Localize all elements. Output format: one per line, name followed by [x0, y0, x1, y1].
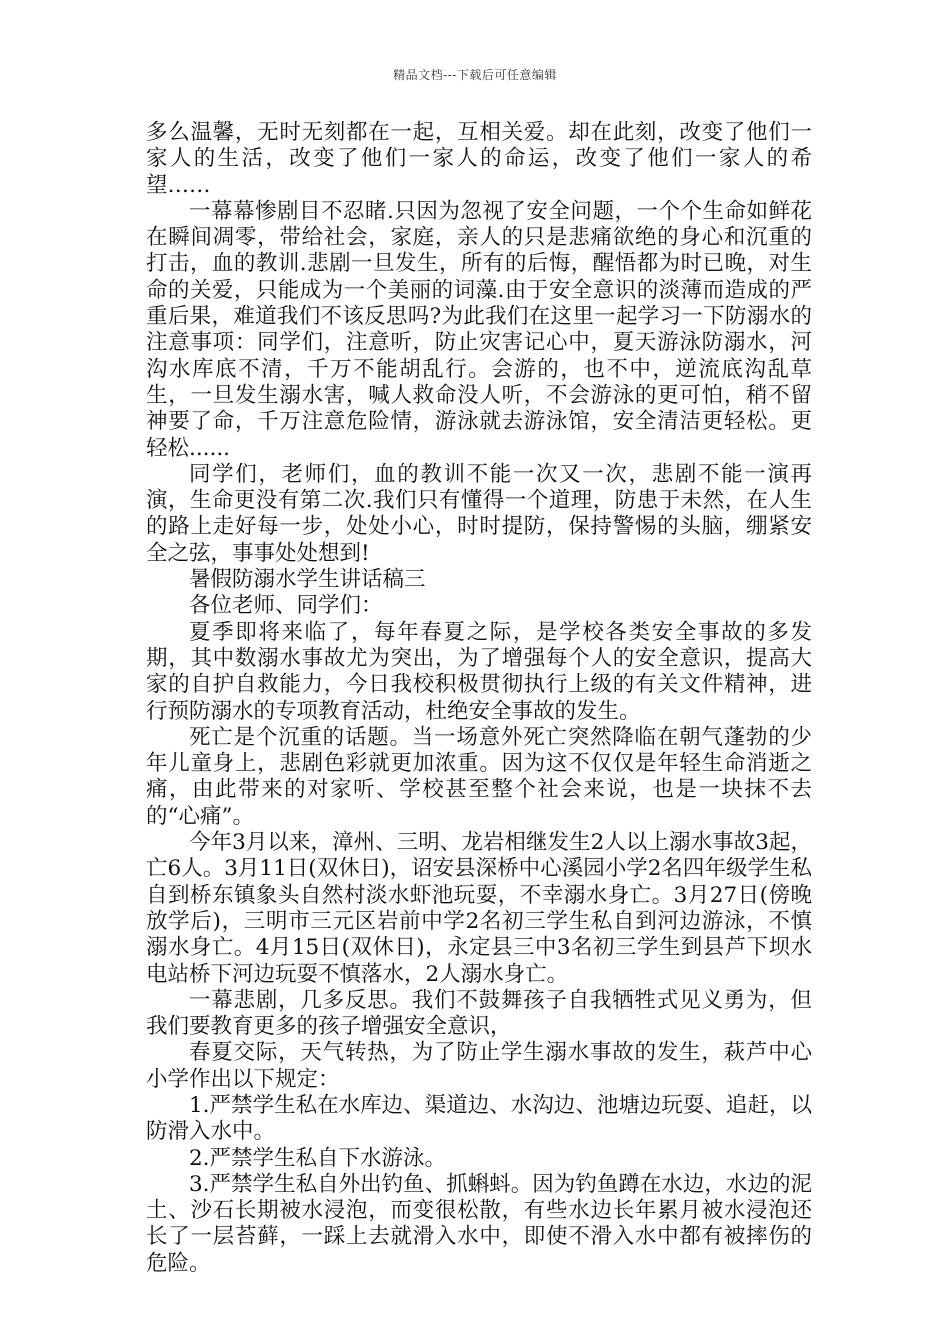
- paragraph: 夏季即将来临了，每年春夏之际，是学校各类安全事故的多发期，其中数溺水事故尤为突出，为了增强每个人的安全意识，提高大家的自护自救能力，今日我校积极贯彻执行上级的有关文件精神，进行预防溺水的专项教育活动，杜绝安全事故的发生。: [146, 619, 812, 724]
- paragraph: 今年3月以来，漳州、三明、龙岩相继发生2人以上溺水事故3起，亡6人。3月11日(双休日)，诏安县深桥中心溪园小学2名四年级学生私自到桥东镇象头自然村淡水虾池玩耍，不幸溺水身亡。3月27日(傍晚放学后)，三明市三元区岩前中学2名初三学生私自到河边游泳，不慎溺水身亡。4月15日(双休日)，永定县三中3名初三学生到县芦下坝水电站桥下河边玩耍不慎落水，2人溺水身亡。: [146, 830, 812, 987]
- document-body: [146, 120, 812, 1277]
- paragraph: 死亡是个沉重的话题。当一场意外死亡突然降临在朝气蓬勃的少年儿童身上，悲剧色彩就更加浓重。因为这不仅仅是年轻生命消逝之痛，由此带来的对家听、学校甚至整个社会来说，也是一块抹不去的“心痛”。: [146, 724, 812, 829]
- paragraph: 同学们，老师们，血的教训不能一次又一次，悲剧不能一演再演，生命更没有第二次.我们只有懂得一个道理，防患于未然，在人生的路上走好每一步，处处小心，时时提防，保持警惕的头脑，绷紧安全之弦，事事处处想到!: [146, 461, 812, 566]
- paragraph: 一幕幕惨剧目不忍睹.只因为忽视了安全问题，一个个生命如鲜花在瞬间凋零，带给社会，家庭，亲人的只是悲痛欲绝的身心和沉重的打击，血的教训.悲剧一旦发生，所有的后悔，醒悟都为时已晚，对生命的关爱，只能成为一个美丽的词藻.由于安全意识的淡薄而造成的严重后果，难道我们不该反思吗?为此我们在这里一起学习一下防溺水的注意事项：同学们，注意听，防止灾害记心中，夏天游泳防溺水，河沟水库底不清，千万不能胡乱行。会游的，也不中，逆流底沟乱草生，一旦发生溺水害，喊人救命没人听，不会游泳的更可怕，稍不留神要了命，千万注意危险情，游泳就去游泳馆，安全清洁更轻松。更轻松......: [146, 198, 812, 461]
- paragraph: 春夏交际，天气转热，为了防止学生溺水事故的发生，萩芦中心小学作出以下规定：: [146, 1040, 812, 1092]
- paragraph: 多么温馨，无时无刻都在一起，互相关爱。却在此刻，改变了他们一家人的生活，改变了他们一家人的命运，改变了他们一家人的希望……: [146, 120, 812, 198]
- list-item: 1.严禁学生私在水库边、渠道边、水沟边、池塘边玩耍、追赶，以防滑入水中。: [146, 1092, 812, 1145]
- list-item: 3.严禁学生私自外出钓鱼、抓蝌蚪。因为钓鱼蹲在水边，水边的泥土、沙石长期被水浸泡，而变很松散，有些水边长年累月被水浸泡还长了一层苔藓，一踩上去就滑入水中，即使不滑入水中都有被摔伤的危险。: [146, 1171, 812, 1276]
- page-header: 精品文档---下载后可任意编辑: [393, 68, 557, 82]
- list-item: 2.严禁学生私自下水游泳。: [189, 1145, 447, 1171]
- paragraph: 一幕悲剧，几多反思。我们不鼓舞孩子自我牺牲式见义勇为，但我们要教育更多的孩子增强安全意识，: [146, 987, 812, 1040]
- salutation: 各位老师、同学们：: [189, 593, 383, 619]
- section-title: 暑假防溺水学生讲话稿三: [189, 567, 426, 593]
